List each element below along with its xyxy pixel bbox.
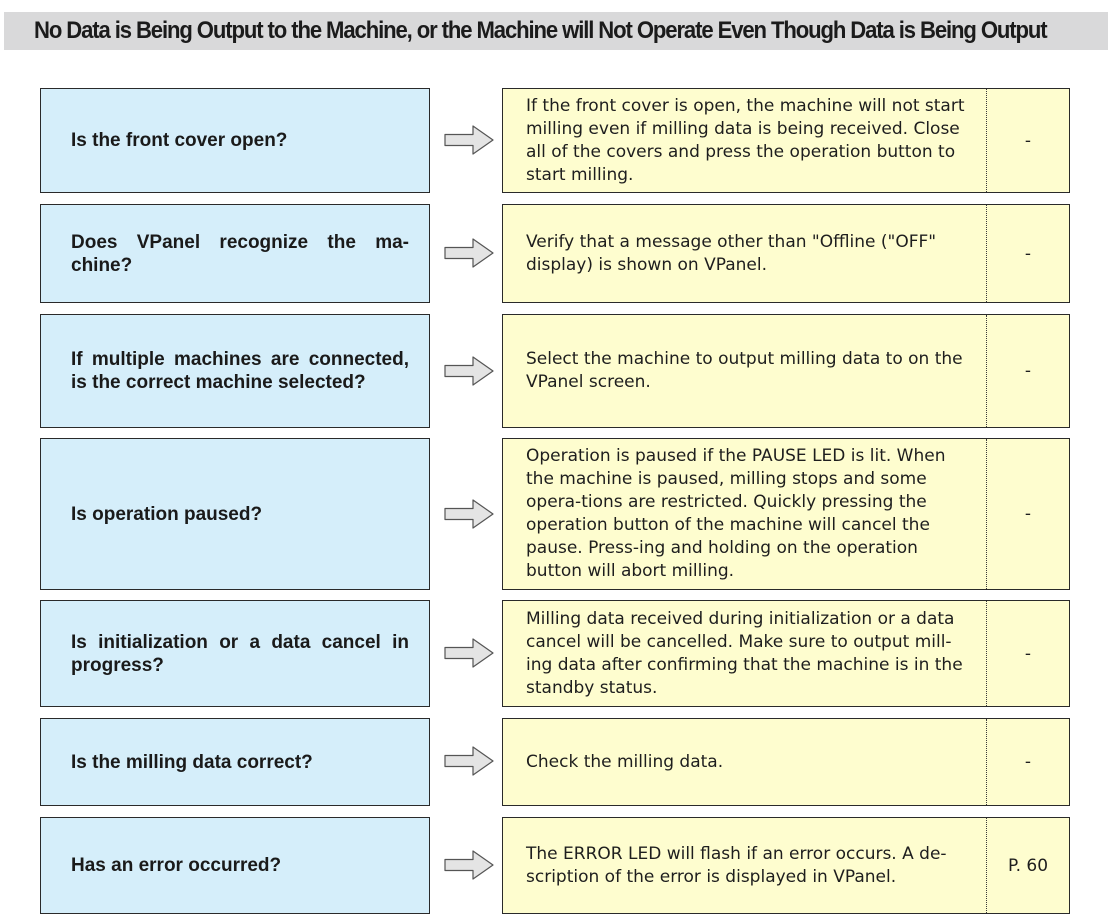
troubleshoot-row	[0, 718, 1108, 806]
title-bar	[4, 12, 1108, 50]
question-text: Is the milling data correct?	[71, 751, 313, 773]
answer-text: Select the machine to output milling data to on the VPanel screen.	[503, 315, 987, 427]
question-box	[40, 88, 430, 193]
answer-text: The ERROR LED will flash if an error occurs. A de-scription of the error is displayed in VPanel.	[503, 818, 987, 913]
question-box	[40, 204, 430, 303]
question-text: Has an error occurred?	[71, 855, 282, 876]
right-arrow-icon	[444, 850, 494, 880]
answer-box	[502, 438, 1070, 590]
question-text: Is the front cover open?	[71, 130, 288, 151]
page-reference: -	[1024, 643, 1032, 664]
answer-box	[502, 314, 1070, 428]
page-reference: P. 60	[1007, 855, 1049, 876]
question-text: If multiple machines are connected, is the correct machine selected?	[71, 349, 409, 393]
right-arrow-icon	[444, 499, 494, 529]
question-box	[40, 438, 430, 590]
troubleshoot-row	[0, 204, 1108, 303]
answer-box	[502, 817, 1070, 914]
answer-box	[502, 718, 1070, 806]
troubleshoot-row	[0, 817, 1108, 914]
question-box	[40, 600, 430, 707]
right-arrow-icon	[444, 638, 494, 668]
page-reference: -	[1024, 504, 1032, 524]
question-box	[40, 817, 430, 914]
question-text: Is operation paused?	[71, 503, 263, 525]
question-text: Does VPanel recognize the ma-chine?	[71, 231, 409, 276]
page-reference: -	[1024, 361, 1032, 381]
answer-box	[502, 600, 1070, 707]
answer-box	[502, 88, 1070, 193]
troubleshoot-row	[0, 88, 1108, 193]
answer-text: Operation is paused if the PAUSE LED is lit. When the machine is paused, milling stops and some opera-tions are restricted. Quickly pressing the operation button of the machine will cancel the pause. Press-ing and holding on the operation button will abort milling.	[503, 439, 987, 589]
question-text: Is initialization or a data cancel in progress?	[71, 631, 409, 676]
page-reference: -	[1024, 752, 1032, 772]
troubleshoot-row	[0, 314, 1108, 428]
answer-text: Check the milling data.	[503, 719, 987, 805]
troubleshoot-row	[0, 600, 1108, 707]
right-arrow-icon	[444, 746, 494, 776]
question-box	[40, 718, 430, 806]
page-title: No Data is Being Output to the Machine, or the Machine will Not Operate Even Though Data is Being Output	[34, 17, 1047, 44]
troubleshoot-row	[0, 438, 1108, 590]
right-arrow-icon	[444, 238, 494, 268]
right-arrow-icon	[444, 356, 494, 386]
answer-text: If the front cover is open, the machine will not start milling even if milling data is being received. Close all of the covers and press the operation button to start milling.	[503, 89, 987, 192]
page-reference: -	[1024, 243, 1032, 264]
answer-text: Milling data received during initialization or a data cancel will be cancelled. Make sure to output mill-ing data after confirming that the machine is in the standby status.	[503, 601, 987, 706]
answer-text: Verify that a message other than "Offline ("OFF" display) is shown on VPanel.	[503, 205, 987, 302]
answer-box	[502, 204, 1070, 303]
question-box	[40, 314, 430, 428]
right-arrow-icon	[444, 125, 494, 155]
page-reference: -	[1024, 130, 1032, 151]
